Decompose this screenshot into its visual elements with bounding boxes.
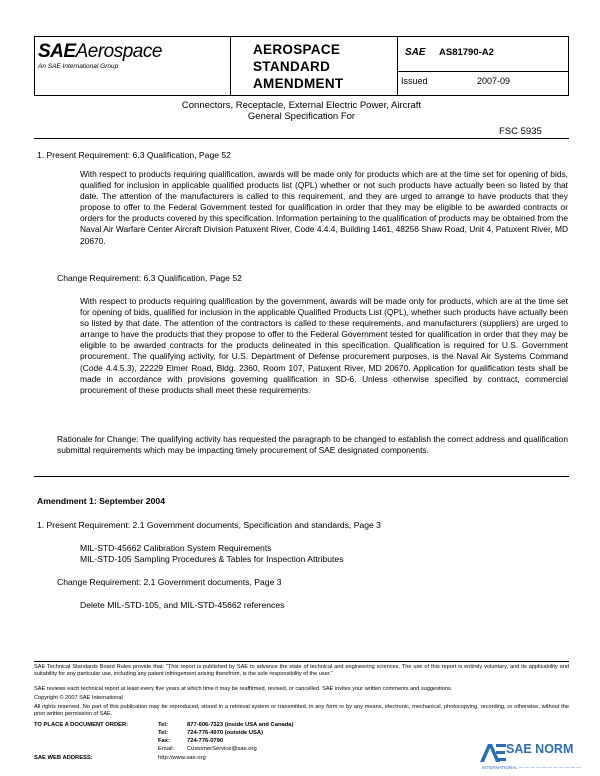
footer-rule: [34, 661, 569, 662]
sae-norm-stamp: [476, 740, 600, 776]
sae-norm-sublabel: INTERNATIONAL — — — — — — — — — — —: [482, 765, 581, 770]
document-type: AEROSPACE STANDARD AMENDMENT: [253, 42, 344, 91]
amendment-heading: Amendment 1: September 2004: [37, 496, 165, 506]
document-title: Connectors, Receptacle, External Electric Power, Aircraft: [181, 100, 422, 111]
section-rule: [34, 476, 569, 477]
amendment-change-text: Delete MIL-STD-105, and MIL-STD-45662 references: [80, 600, 285, 610]
header-divider: [397, 71, 568, 72]
web-address-link[interactable]: http://www.sae.org: [158, 755, 206, 761]
email-value[interactable]: CustomerService@sae.org: [187, 746, 257, 752]
logo-tagline: An SAE International Group: [38, 63, 119, 70]
sae-mark: SAE: [405, 47, 426, 58]
tel-label: Tel:: [158, 722, 168, 728]
sae-norm-label: SAE NORM: [506, 742, 574, 756]
title-rule: [34, 138, 569, 139]
present-requirement-text: With respect to products requiring qualification, awards will be made only for products which are at the time set for opening of bids, qualified for inclusion in applicable qualified products list (QPL) whether or not such products have actually been so listed by that date. The attention of the manufacturers is called to this requirement, and they are urged to arrange to have products that they propose to offer to the Federal Government tested for qualification in order that they may be eligible to be awarded contracts or orders for the products covered by this specification. Information pertaining to the qualification of products may be obtained from the Naval Air Warfare Center Aircraft Division Patuxent River, Code 4.4.4, Building 1461, 48256 Shaw Road, Unit 4, Patuxent River, MD 20670.: [80, 169, 568, 246]
tel2-value: 724-776-4970 (outside USA): [187, 730, 264, 736]
reference-item: MIL-STD-105 Sampling Procedures & Tables for Inspection Attributes: [80, 554, 344, 564]
footer-rights-text: All rights reserved. No part of this publication may be reproduced, stored in a retrieval system or transmitted, in any form or by any means, electronic, mechanical, photocopying, recording, or otherwise, without the prior written permission of SAE.: [34, 704, 569, 718]
amendment-item-heading: 1. Present Requirement: 2.1 Government documents, Specification and standards, Page 3: [37, 520, 381, 530]
tel2-label: Tel:: [158, 730, 168, 736]
order-label: TO PLACE A DOCUMENT ORDER:: [34, 722, 129, 728]
footer-copyright: Copyright © 2007 SAE International: [34, 695, 123, 701]
sae-aerospace-logo: SAEAerospace: [38, 41, 162, 62]
issued-date: 2007-09: [477, 76, 511, 86]
present-requirement-heading: 1. Present Requirement: 6.3 Qualification, Page 52: [37, 150, 231, 160]
footer-rules-text: SAE Technical Standards Board Rules provide that: "This report is published by SAE to advance the state of technical and engineering sciences. The use of this report is entirely voluntary, and its applicability and suitability for any particular use, including any patent infringement arising therefrom, is the sole responsibility of the user.": [34, 664, 569, 678]
fsc-code: FSC 5935: [499, 126, 542, 137]
change-requirement-heading: Change Requirement: 6.3 Qualification, Page 52: [57, 273, 242, 283]
header-box: [34, 36, 569, 96]
document-number: AS81790-A2: [439, 47, 494, 58]
header-divider: [230, 37, 231, 95]
amendment-change-heading: Change Requirement: 2.1 Government documents, Page 3: [57, 577, 282, 587]
document-subtitle: General Specification For: [247, 111, 356, 122]
footer-review-text: SAE reviews each technical report at least every five years at which time it may be reaffirmed, revised, or cancelled. SAE invites your written comments and suggestions.: [34, 686, 453, 692]
web-label: SAE WEB ADDRESS:: [34, 755, 93, 761]
fax-value: 724-776-0790: [187, 738, 224, 744]
header-divider: [397, 37, 398, 95]
tel-value: 877-606-7323 (inside USA and Canada): [187, 722, 294, 728]
change-requirement-text: With respect to products requiring qualification by the government, awards will be made only for products, which are at the time set for opening of bids, qualified for inclusion in the applicable Qualified Products List (QPL), whether such products have actually been so listed by that date. The attention of the contractors is called to these requirements, and manufacturers (suppliers) are urged to arrange to have the products that they propose to offer to the Federal Government tested for qualification in order that they may be eligible to be awarded contracts for the products delineated in this specification. Qualification is required for U.S. Government procurement. The qualifying activity, for U.S. Department of Defense procurement purposes, is the Naval Air Systems Command (Code 4.4.5.3), 22229 Elmer Road, Bldg. 2360, Room 107, Patuxent River, MD 20670. Application for qualification tests shall be made in accordance with provisions governing qualification in SD-6. Unless otherwise specified by contract, commercial procurement of these products shall meet these requirements.: [80, 296, 568, 395]
reference-item: MIL-STD-45662 Calibration System Requirements: [80, 543, 272, 553]
rationale-text: Rationale for Change: The qualifying activity has requested the paragraph to be changed to establish the correct address and qualification submittal requirements which may be impacting timely procurement of SAE designated components.: [57, 434, 568, 456]
fax-label: Fax:: [158, 738, 170, 744]
issued-label: Issued: [401, 76, 428, 86]
sae-logo-icon: [478, 740, 508, 768]
email-label: Email:: [158, 746, 175, 752]
